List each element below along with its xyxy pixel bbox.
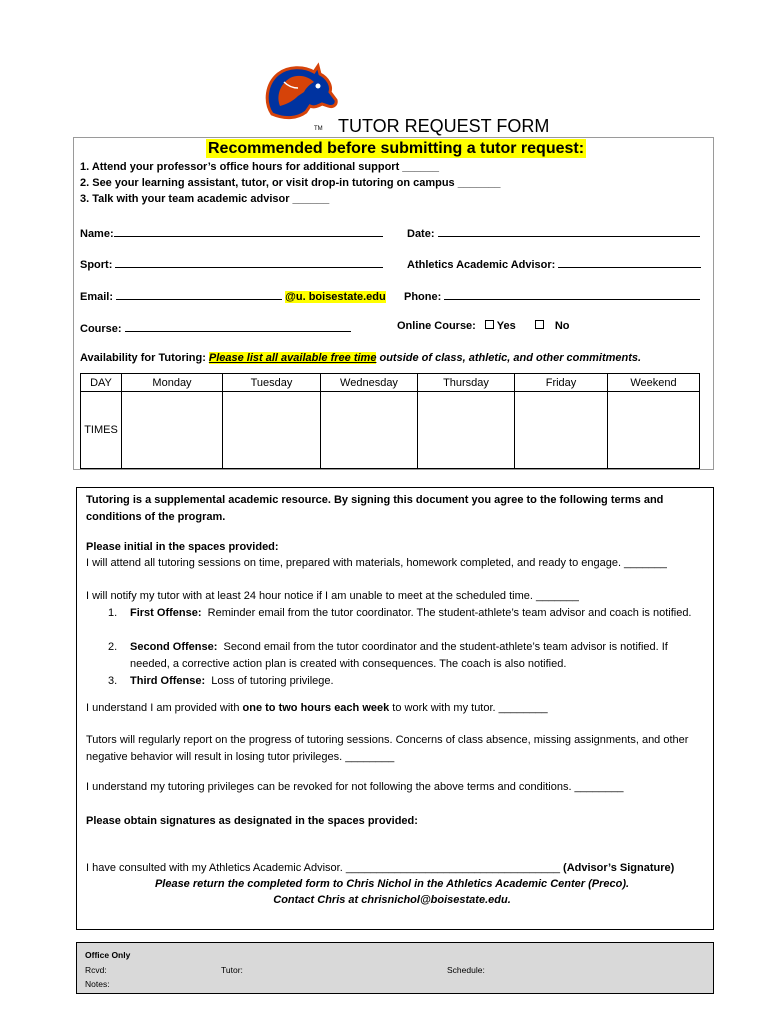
received-label: Rcvd: — [85, 965, 107, 975]
recommended-heading: Recommended before submitting a tutor request: — [208, 140, 585, 157]
offense-item-2 — [108, 639, 698, 673]
name-field[interactable] — [80, 225, 383, 240]
sport-label: Sport: — [80, 259, 113, 271]
initial-heading: Please initial in the spaces provided: — [86, 541, 279, 553]
wednesday-times-cell[interactable] — [321, 392, 418, 469]
phone-blank[interactable] — [444, 288, 700, 300]
advisor-label: Athletics Academic Advisor: — [407, 259, 556, 271]
trademark-symbol: TM — [314, 126, 323, 132]
course-blank[interactable] — [125, 320, 351, 332]
date-label: Date: — [407, 228, 435, 240]
report-statement: Tutors will regularly report on the progress of tutoring sessions. Concerns of class absence, missing assignments, and other negative behavior will result in losing tutor privileges. ________ — [86, 734, 689, 763]
availability-label: Availability for Tutoring: — [80, 352, 206, 364]
thursday-times-cell[interactable] — [418, 392, 515, 469]
offense-title: First Offense: — [130, 607, 202, 619]
offense-text: Reminder email from the tutor coordinator. The student-athlete’s team advisor and coach is notified. — [207, 607, 692, 619]
column-header: Friday — [515, 374, 608, 392]
column-header: Thursday — [418, 374, 515, 392]
hours-post: to work with my tutor. ________ — [389, 702, 548, 714]
office-only-section — [76, 942, 714, 994]
terms-intro: Tutoring is a supplemental academic resource. By signing this document you agree to the following terms and conditions of the program. — [86, 494, 664, 523]
revoke-statement: I understand my tutoring privileges can be revoked for not following the above terms and conditions. ________ — [86, 781, 624, 793]
friday-times-cell[interactable] — [515, 392, 608, 469]
contact-line: Contact Chris at chrisnichol@boisestate.edu. — [273, 894, 511, 906]
advisor-field[interactable] — [407, 256, 701, 271]
tuesday-times-cell[interactable] — [223, 392, 321, 469]
name-blank[interactable] — [114, 225, 383, 237]
tutor-label: Tutor: — [221, 965, 243, 975]
sport-field[interactable] — [80, 256, 383, 271]
recommended-item-3: 3. Talk with your team academic advisor ______ — [80, 193, 330, 205]
phone-field[interactable] — [404, 288, 700, 303]
hours-bold: one to two hours each week — [242, 702, 390, 714]
weekend-times-cell[interactable] — [608, 392, 700, 469]
advisor-signature-label: (Advisor’s Signature) — [563, 862, 675, 874]
column-header: Wednesday — [321, 374, 418, 392]
form-title: TUTOR REQUEST FORM — [338, 116, 550, 136]
email-blank[interactable] — [116, 288, 282, 300]
no-label: No — [554, 320, 570, 332]
availability-table — [80, 373, 700, 469]
schedule-label: Schedule: — [447, 965, 485, 975]
bronco-logo — [258, 62, 338, 134]
course-label: Course: — [80, 323, 122, 335]
consulted-text: I have consulted with my Athletics Academic Advisor. ___________________________________ — [86, 862, 560, 874]
notify-statement: I will notify my tutor with at least 24 hour notice if I am unable to meet at the scheduled time. _______ — [86, 590, 579, 602]
offense-text: Loss of tutoring privilege. — [211, 675, 334, 687]
yes-label: Yes — [496, 320, 516, 332]
online-course-field — [397, 320, 570, 332]
offense-number: 2. — [108, 641, 118, 653]
no-checkbox[interactable] — [535, 320, 544, 329]
column-header: DAY — [81, 374, 122, 392]
date-field[interactable] — [407, 225, 700, 240]
availability-rest: outside of class, athletic, and other commitments. — [376, 352, 642, 364]
email-domain: @u. boisestate.edu — [285, 291, 386, 303]
availability-emphasis: Please list all available free time — [208, 352, 377, 364]
recommended-item-2: 2. See your learning assistant, tutor, or visit drop-in tutoring on campus _______ — [80, 177, 501, 189]
consulted-statement — [86, 860, 674, 877]
yes-checkbox[interactable] — [485, 320, 494, 329]
offense-title: Third Offense: — [130, 675, 206, 687]
column-header: Tuesday — [223, 374, 321, 392]
availability-instructions — [80, 352, 641, 364]
offense-number: 3. — [108, 675, 118, 687]
online-course-label: Online Course: — [397, 320, 476, 332]
sport-blank[interactable] — [115, 256, 383, 268]
times-label: TIMES — [81, 392, 122, 469]
offense-item-3 — [108, 673, 698, 690]
advisor-blank[interactable] — [558, 256, 701, 268]
phone-label: Phone: — [404, 291, 442, 303]
office-only-title: Office Only — [85, 950, 131, 960]
offense-title: Second Offense: — [130, 641, 218, 653]
column-header: Weekend — [608, 374, 700, 392]
hours-pre: I understand I am provided with — [86, 702, 243, 714]
date-blank[interactable] — [438, 225, 700, 237]
notes-label: Notes: — [85, 979, 110, 989]
email-label: Email: — [80, 291, 114, 303]
column-header: Monday — [122, 374, 223, 392]
attend-statement: I will attend all tutoring sessions on time, prepared with materials, homework completed, and ready to engage. _______ — [86, 557, 667, 569]
offense-number: 1. — [108, 607, 118, 619]
offense-item-1 — [108, 605, 698, 622]
return-instructions: Please return the completed form to Chris Nichol in the Athletics Academic Center (Preco). — [154, 878, 630, 890]
hours-statement — [86, 700, 548, 717]
name-label: Name: — [80, 228, 114, 240]
signatures-heading: Please obtain signatures as designated in the spaces provided: — [86, 815, 418, 827]
offense-text: Second email from the tutor coordinator and the student-athlete’s team advisor is notified. If needed, a corrective action plan is created with consequences. The coach is also notified. — [130, 641, 668, 670]
recommended-item-1: 1. Attend your professor’s office hours for additional support ______ — [80, 161, 439, 173]
course-field[interactable] — [80, 320, 351, 335]
email-field[interactable] — [80, 288, 386, 303]
monday-times-cell[interactable] — [122, 392, 223, 469]
